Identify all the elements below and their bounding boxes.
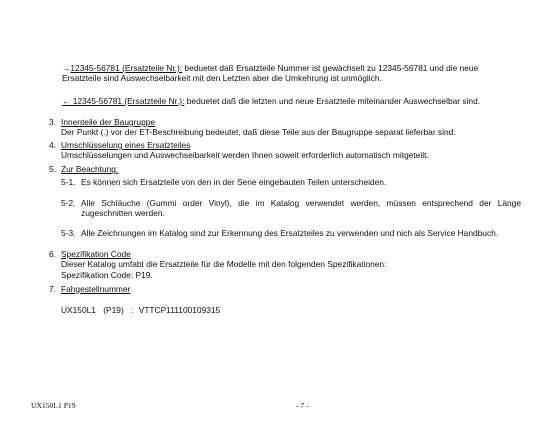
section-title: Spezifikation Code <box>61 249 131 259</box>
part-number-ref: 12345-56781 (Ersatzteile Nr.): <box>70 63 183 73</box>
arrow-left-icon: ← <box>62 96 71 106</box>
section-5 <box>49 164 529 174</box>
note-text: beduetet daß die letzten und neue Ersatzteile miteinander Auswechselbar sind. <box>184 96 481 106</box>
note-text: beduetet daß Ersatzteile Nummer ist gewächselt zu 12345-56781 und die neue <box>182 63 479 73</box>
page-number: - 7 - <box>296 401 309 410</box>
section-number: 5. <box>49 164 56 174</box>
chassis-number: VTTCP111100109315 <box>138 305 221 315</box>
section-title: Umschlüsselung eines Ersatzteiles <box>61 140 191 150</box>
section-title: Innenteile der Baugruppe <box>61 117 156 127</box>
note-text-continued: zugeschnitten werden. <box>81 208 165 219</box>
note-item-5-2 <box>61 198 521 219</box>
replacement-note-interchangeable <box>62 96 522 106</box>
part-number-ref: 12345-56781 (Ersatzteile Nr.): <box>70 96 185 106</box>
note-number: 5-2. <box>61 198 76 208</box>
footer-model: UX150L1 P19 <box>31 401 76 410</box>
model-code: UX150L1 <box>61 305 96 315</box>
note-item-5-3 <box>61 228 521 238</box>
section-number: 4. <box>49 140 56 150</box>
chassis-number-row <box>61 305 361 315</box>
section-6 <box>49 249 529 280</box>
note-text-line2: Ersatzteile sind Auswechselbarkeit mit den Letzten aber die Umkehrung ist unmöglich. <box>62 73 382 84</box>
section-4 <box>49 140 529 161</box>
spec-code: Spezifikation Code: P19. <box>61 269 153 280</box>
note-text: Es können sich Ersatzteile von den in der Serie eingebauten Teilen unterscheiden. <box>81 177 387 187</box>
note-text: Alle Schläuche (Gummi order Vinyl), die im Katalog verwendet werden, müssen entsprechend der Länge <box>81 198 521 208</box>
note-text: Alle Zeichnungen im Katalog sind zur Erkennung des Ersatzteiles zu verwenden und nich als Service Handbuch. <box>81 228 499 238</box>
note-number: 5-1. <box>61 177 76 187</box>
section-number: 6. <box>49 249 56 259</box>
replacement-note-forward <box>62 63 522 84</box>
section-text: Der Punkt (.) vor der ET-Beschreibung bedeutet, daß diese Teile aus der Baugruppe separat lieferbar sind. <box>61 127 456 138</box>
note-number: 5-3. <box>61 228 76 238</box>
note-item-5-1 <box>61 177 521 187</box>
section-title: Zur Beachtung: <box>61 164 119 174</box>
section-number: 7. <box>49 284 56 294</box>
spec-code: (P19) <box>103 305 124 315</box>
separator: : <box>131 305 134 315</box>
section-title: Fahgestellnummer <box>61 284 131 294</box>
section-text: Dieser Katalog umfabt die Ersatzteile für die Modelle mit den folgenden Spezifikationen: <box>61 259 387 270</box>
section-text: Umschlüsselungen und Auswechseibarkeit werden Ihnen soweit erforderlich automatisch mitgeteilt. <box>61 150 429 161</box>
arrow-right-icon: → <box>62 63 71 73</box>
section-7 <box>49 284 529 294</box>
section-3 <box>49 117 529 138</box>
section-number: 3. <box>49 117 56 127</box>
